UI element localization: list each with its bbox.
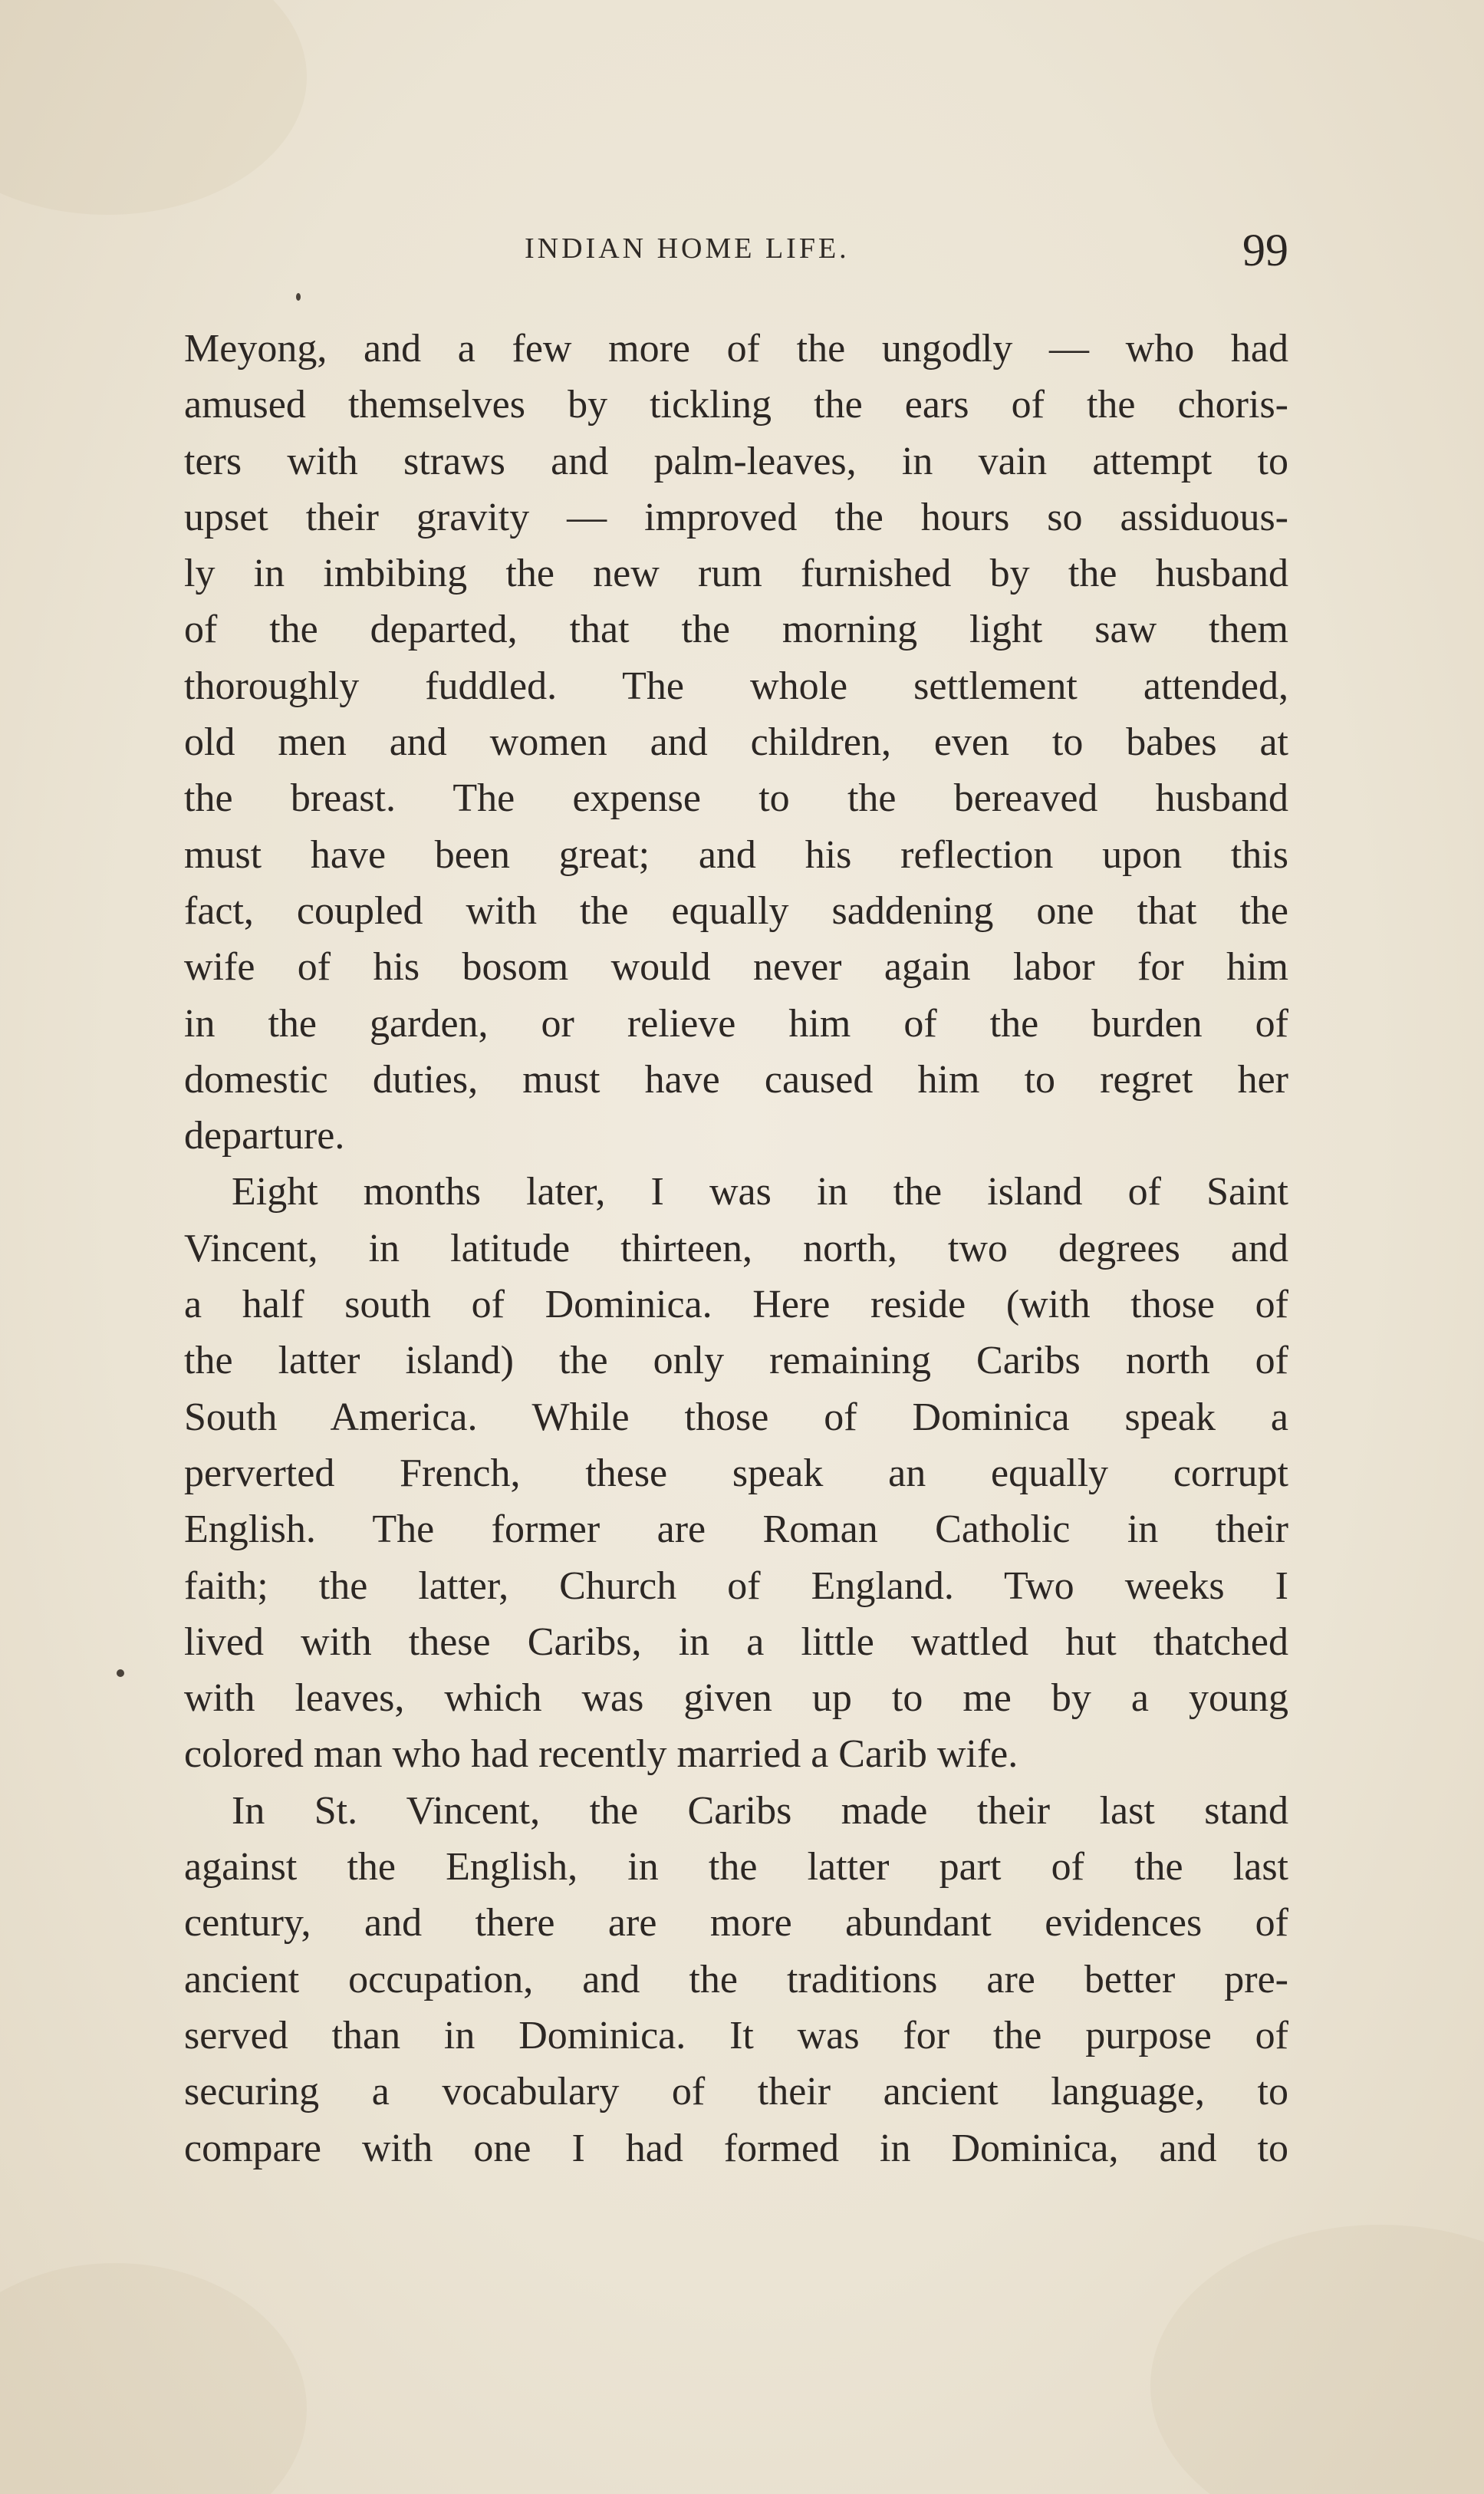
text-line: In St. Vincent, the Caribs made their last stand <box>232 1788 1288 1833</box>
text-line: served than in Dominica. It was for the purpose of <box>184 2013 1288 2057</box>
ink-speck <box>296 293 301 301</box>
text-line: ancient occupation, and the traditions are better pre- <box>184 1957 1288 2001</box>
text-line: departure. <box>184 1114 345 1158</box>
text-line: fact, coupled with the equally saddening one that the <box>184 888 1288 933</box>
text-line: old men and women and children, even to babes at <box>184 720 1288 765</box>
text-line: lived with these Caribs, in a little wattled hut thatched <box>184 1619 1288 1664</box>
text-line: Meyong, and a few more of the ungodly — who had <box>184 327 1288 371</box>
text-line: ters with straws and palm-leaves, in vain attempt to <box>184 439 1288 483</box>
paper-stain <box>0 0 307 215</box>
body-text <box>184 321 1288 2176</box>
text-line: with leaves, which was given up to me by a young <box>184 1676 1288 1721</box>
text-line: amused themselves by tickling the ears of the choris- <box>184 383 1288 427</box>
text-line: English. The former are Roman Catholic in their <box>184 1507 1288 1552</box>
text-line: Vincent, in latitude thirteen, north, two degrees and <box>184 1226 1288 1270</box>
text-line: a half south of Dominica. Here reside (with those of <box>184 1283 1288 1327</box>
page-header <box>184 225 1288 292</box>
text-line: must have been great; and his reflection upon this <box>184 832 1288 877</box>
text-line: wife of his bosom would never again labor for him <box>184 945 1288 990</box>
text-line: century, and there are more abundant evidences of <box>184 1901 1288 1945</box>
text-line: Eight months later, I was in the island of Saint <box>232 1170 1288 1214</box>
text-line: domestic duties, must have caused him to regret her <box>184 1057 1288 1102</box>
text-line: in the garden, or relieve him of the burden of <box>184 1001 1288 1046</box>
text-line: against the English, in the latter part of the last <box>184 1845 1288 1889</box>
text-line: ly in imbibing the new rum furnished by the husband <box>184 552 1288 596</box>
text-line: perverted French, these speak an equally corrupt <box>184 1451 1288 1495</box>
text-line: of the departed, that the morning light saw them <box>184 608 1288 652</box>
text-line: the breast. The expense to the bereaved husband <box>184 776 1288 821</box>
ink-speck <box>117 1669 124 1677</box>
text-line: South America. While those of Dominica speak a <box>184 1395 1288 1439</box>
text-line: compare with one I had formed in Dominica, and to <box>184 2126 1288 2170</box>
running-head: INDIAN HOME LIFE. <box>525 232 850 265</box>
text-line: upset their gravity — improved the hours so assiduous- <box>184 495 1288 539</box>
text-line: the latter island) the only remaining Caribs north of <box>184 1339 1288 1383</box>
text-line: securing a vocabulary of their ancient language, to <box>184 2070 1288 2114</box>
text-line: faith; the latter, Church of England. Two weeks I <box>184 1563 1288 1608</box>
page-number: 99 <box>1242 225 1288 275</box>
paper-stain <box>1150 2225 1484 2494</box>
text-line: colored man who had recently married a Carib wife. <box>184 1732 1018 1777</box>
text-line: thoroughly fuddled. The whole settlement attended, <box>184 664 1288 708</box>
paper-stain <box>0 2263 307 2494</box>
